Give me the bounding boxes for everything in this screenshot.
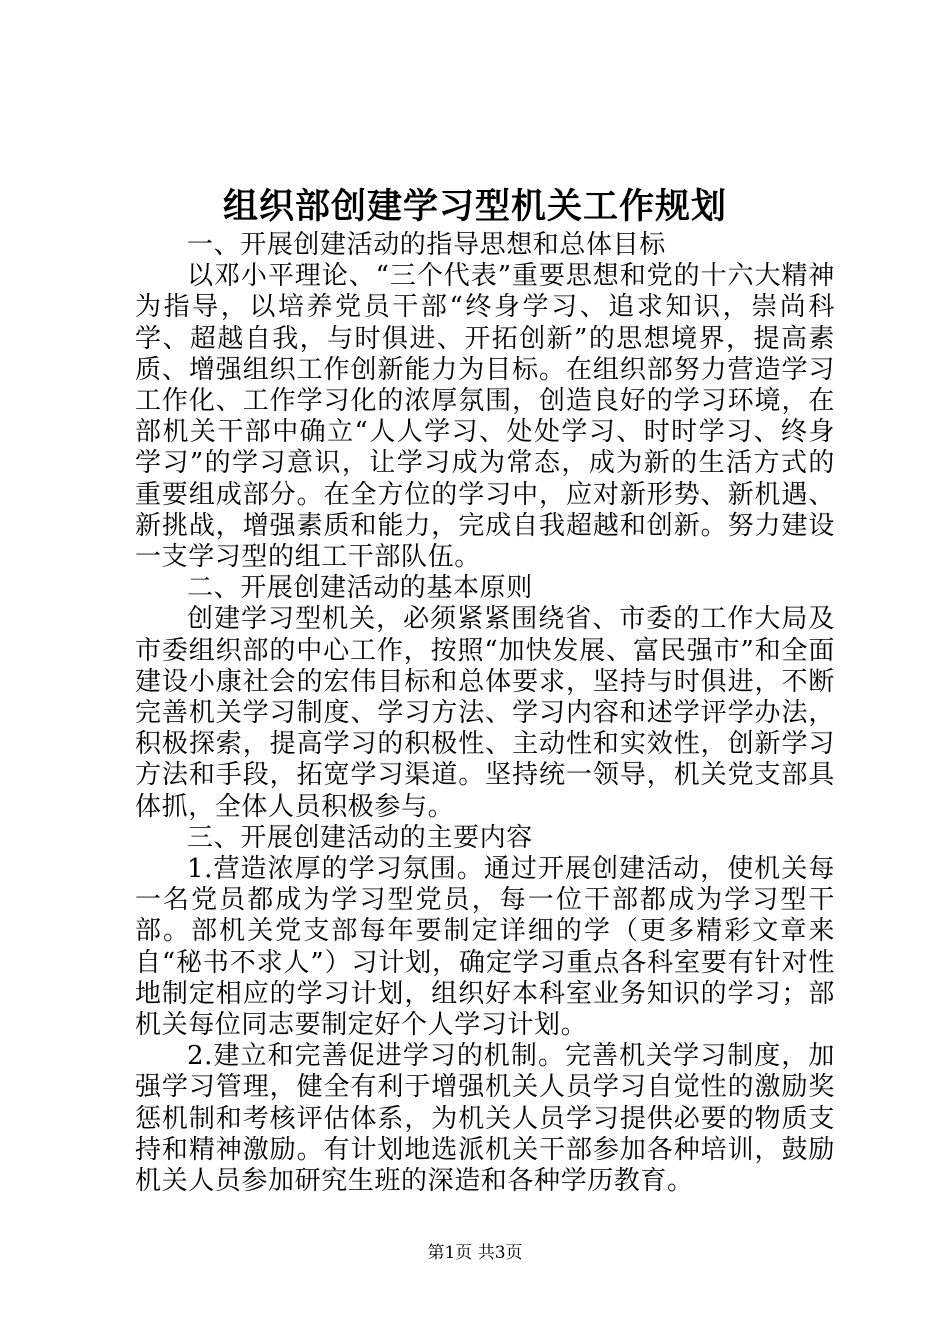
paragraph-basic-principles: 创建学习型机关，必须紧紧围绕省、市委的工作大局及市委组织部的中心工作，按照“加快发展、富民强市”和全面建设小康社会的宏伟目标和总体要求，坚持与时俱进，不断完善机关学习制度、学习方法、学习内容和述学评学办法，积极探索，提高学习的积极性、主动性和实效性，创新学习方法和手段，拓宽学习渠道。坚持统一领导，机关党支部具体抓，全体人员积极参与。 [135, 604, 835, 822]
page-number-footer: 第1页 共3页 [427, 1243, 523, 1263]
document-body [135, 230, 835, 1197]
paragraph-item-1: 1.营造浓厚的学习氛围。通过开展创建活动，使机关每一名党员都成为学习型党员，每一位干部都成为学习型干部。部机关党支部每年要制定详细的学（更多精彩文章来自“秘书不求人”）习计划，确定学习重点各科室要有针对性地制定相应的学习计划，组织好本科室业务知识的学习；部机关每位同志要制定好个人学习计划。 [135, 854, 835, 1041]
section-heading-2: 二、开展创建活动的基本原则 [187, 573, 533, 604]
paragraph-item-2: 2.建立和完善促进学习的机制。完善机关学习制度，加强学习管理，健全有利于增强机关人员学习自觉性的激励奖惩机制和考核评估体系，为机关人员学习提供必要的物质支持和精神激励。有计划地选派机关干部参加各种培训，鼓励机关人员参加研究生班的深造和各种学历教育。 [135, 1041, 835, 1197]
document-title: 组织部创建学习型机关工作规划 [222, 186, 727, 227]
section-heading-3: 三、开展创建活动的主要内容 [187, 822, 533, 853]
paragraph-guiding-ideology: 以邓小平理论、“三个代表”重要思想和党的十六大精神为指导，以培养党员干部“终身学习、追求知识，崇尚科学、超越自我，与时俱进、开拓创新”的思想境界，提高素质、增强组织工作创新能力为目标。在组织部努力营造学习工作化、工作学习化的浓厚氛围，创造良好的学习环境，在部机关干部中确立“人人学习、处处学习、时时学习、终身学习”的学习意识，让学习成为常态，成为新的生活方式的重要组成部分。在全方位的学习中，应对新形势、新机遇、新挑战，增强素质和能力，完成自我超越和创新。努力建设一支学习型的组工干部队伍。 [135, 261, 835, 573]
section-heading-1: 一、开展创建活动的指导思想和总体目标 [187, 230, 666, 260]
